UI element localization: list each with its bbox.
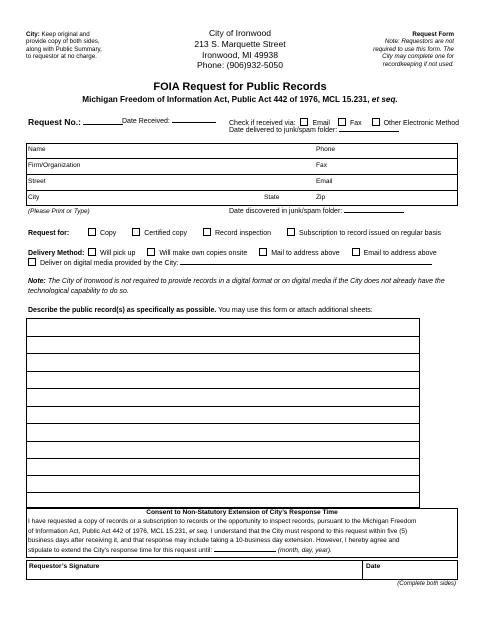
received-via-label: Check if received via:	[229, 120, 296, 127]
delivery-mail-checkbox[interactable]	[259, 248, 267, 256]
consent-line2b: I understand that the City must respond to this request within five (5)	[210, 527, 408, 535]
request-form-title: Request Form	[412, 31, 454, 38]
request-number-field[interactable]	[28, 117, 123, 127]
description-line	[26, 492, 420, 493]
request-for-row	[28, 228, 441, 238]
consent-title: Consent to Non-Statutory Extension of City’s Response Time	[146, 509, 338, 516]
subtitle-text: Michigan Freedom of Information Act, Public Act 442 of 1976, MCL 15.231,	[82, 95, 370, 104]
received-fax-label: Fax	[349, 120, 362, 127]
fax-field[interactable]: Fax	[316, 162, 327, 169]
city-street: 213 S. Marquette Street	[194, 38, 286, 49]
delivery-email-label: Email to address above	[363, 250, 437, 257]
date-received-field[interactable]	[122, 118, 216, 126]
requestor-signature-field[interactable]: Requestor’s Signature	[29, 563, 100, 570]
received-other-checkbox[interactable]	[372, 118, 380, 126]
name-field[interactable]: Name	[28, 146, 46, 153]
consent-line4-italic: (month, day, year).	[277, 546, 332, 554]
request-copy-checkbox[interactable]	[88, 228, 96, 236]
consent-line4	[28, 546, 458, 556]
request-number-label: Request No.:	[28, 117, 81, 127]
consent-line2a: of Information Act, Public Act 442 of 1976, MCL 15.231,	[28, 527, 188, 535]
page-subtitle	[0, 95, 480, 105]
date-delivered-junk-blank[interactable]	[339, 131, 399, 132]
email-field[interactable]: Email	[316, 178, 333, 185]
signature-divider	[362, 560, 363, 580]
request-copy-label: Copy	[99, 230, 117, 237]
received-other-label: Other Electronic Method	[383, 120, 460, 127]
subtitle-italic: et seq.	[371, 95, 398, 104]
delivery-digital-row	[28, 258, 432, 268]
delivery-email-checkbox[interactable]	[352, 248, 360, 256]
print-or-type-note: (Please Print or Type)	[28, 208, 90, 215]
date-received-blank[interactable]	[172, 122, 216, 123]
request-subscription-checkbox[interactable]	[287, 228, 295, 236]
consent-text	[28, 517, 458, 555]
description-line	[26, 475, 420, 476]
delivery-digital-checkbox[interactable]	[28, 258, 36, 266]
date-discovered-junk-label: Date discovered in junk/spam folder:	[229, 208, 343, 215]
request-inspection-checkbox[interactable]	[203, 228, 211, 236]
city-note-line: to requestor at no charge.	[26, 53, 97, 61]
records-description-box[interactable]	[26, 318, 420, 508]
date-delivered-junk-label: Date delivered to junk/spam folder:	[229, 127, 338, 134]
delivery-method-row	[28, 248, 437, 258]
request-form-note	[340, 31, 454, 68]
row-divider	[26, 174, 458, 175]
request-certified-label: Certified copy	[144, 230, 188, 237]
date-discovered-junk-blank[interactable]	[344, 212, 404, 213]
description-line	[26, 371, 420, 372]
city-address-block	[178, 28, 302, 71]
city-phone: Phone: (906)932-5050	[196, 60, 283, 71]
delivery-own-copies-checkbox[interactable]	[147, 248, 155, 256]
description-line	[26, 441, 420, 442]
description-line	[26, 353, 420, 354]
request-subscription-label: Subscription to record issued on regular basis	[298, 230, 442, 237]
description-line	[26, 336, 420, 337]
city-instruction-note	[26, 31, 136, 61]
request-form-note-line: required to use this form. The	[373, 45, 454, 53]
delivery-digital-blank[interactable]	[180, 264, 432, 265]
date-delivered-junk-field[interactable]	[229, 127, 399, 135]
city-note-line: provide copy of both sides,	[26, 38, 100, 46]
description-line	[26, 406, 420, 407]
consent-line1: I have requested a copy of records or a subscription to records or the opportunity to inspect records, pursuant to the Michigan Freedom	[28, 518, 417, 525]
received-fax-checkbox[interactable]	[338, 118, 346, 126]
describe-bold: Describe the public record(s) as specifically as possible.	[28, 307, 217, 314]
page-title: FOIA Request for Public Records	[153, 81, 327, 93]
note-label: Note:	[28, 278, 46, 285]
row-divider	[26, 190, 458, 191]
request-inspection-label: Record inspection	[215, 230, 272, 237]
delivery-pickup-checkbox[interactable]	[88, 248, 96, 256]
date-received-label: Date Received:	[122, 118, 170, 125]
description-line	[26, 423, 420, 424]
delivery-mail-label: Mail to address above	[271, 250, 340, 257]
extension-date-blank[interactable]	[214, 551, 276, 552]
received-email-checkbox[interactable]	[300, 118, 308, 126]
request-form-note-line: City may complete one for	[382, 53, 454, 61]
city-name: City of Ironwood	[208, 28, 272, 38]
state-field[interactable]: State	[264, 194, 280, 201]
request-certified-checkbox[interactable]	[132, 228, 140, 236]
received-email-label: Email	[312, 120, 330, 127]
request-for-label: Request for:	[28, 230, 70, 237]
delivery-digital-label: Deliver on digital media provided by the City:	[40, 260, 179, 267]
delivery-own-copies-label: Will make own copies onsite	[159, 250, 248, 257]
request-form-note-line: recordkeeping if not used.	[382, 60, 454, 68]
consent-line4a: stipulate to extend the City’s response time for this request until:	[28, 546, 213, 554]
zip-field[interactable]: Zip	[316, 194, 326, 201]
date-discovered-junk-field[interactable]	[229, 208, 404, 216]
describe-rest: You may use this form or attach additional sheets:	[218, 307, 373, 314]
consent-line2-italic: et seq.	[189, 527, 209, 535]
street-field[interactable]: Street	[28, 178, 46, 185]
city-note-line: along with Public Summary,	[26, 45, 102, 53]
delivery-pickup-label: Will pick up	[99, 250, 136, 257]
row-divider	[26, 158, 458, 159]
note-text-line1: The City of Ironwood is not required to provide records in a digital format or on digital media if the City does not already have the	[47, 278, 445, 285]
digital-format-note	[28, 277, 458, 296]
city-note-line: Keep original and	[41, 31, 90, 38]
consent-line2	[28, 527, 458, 537]
consent-line3: business days after receiving it, and that response may include taking a 10-business day extension. However, I hereby agree and	[28, 537, 400, 545]
delivery-method-label: Delivery Method:	[28, 250, 85, 257]
complete-both-sides-note: (Complete both sides)	[397, 581, 456, 587]
phone-field[interactable]: Phone	[316, 146, 336, 153]
firm-field[interactable]: Firm/Organization	[28, 162, 81, 169]
city-state-zip: Ironwood, MI 49938	[202, 49, 278, 60]
description-line	[26, 388, 420, 389]
note-text-line2: technological capability to do so.	[28, 287, 129, 295]
describe-records-heading	[28, 307, 373, 315]
signature-date-field[interactable]: Date	[366, 563, 381, 570]
request-form-note-line: Note: Requestors are not	[384, 38, 454, 46]
request-number-blank[interactable]	[83, 124, 123, 125]
city-field[interactable]: City	[28, 194, 40, 201]
description-line	[26, 458, 420, 459]
city-note-label: City:	[26, 31, 40, 38]
